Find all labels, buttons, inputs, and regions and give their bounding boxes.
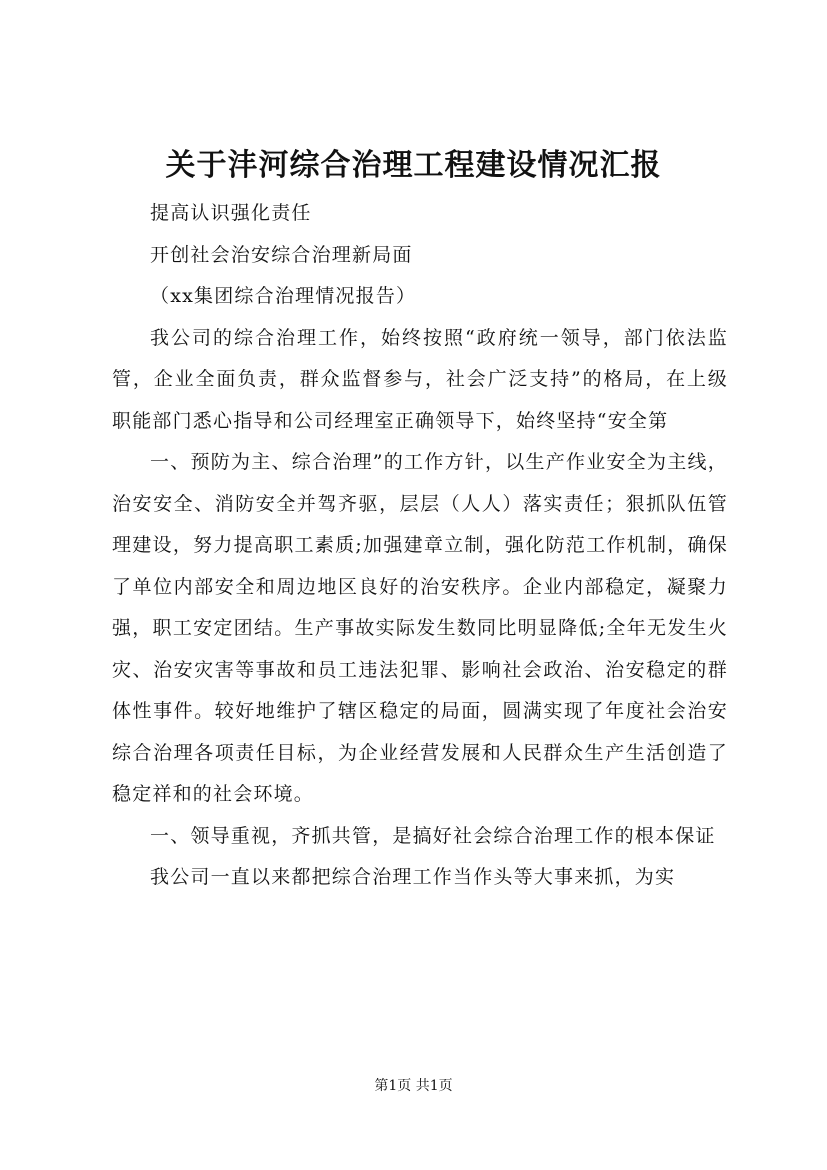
subtitle-line-1: 提高认识强化责任 bbox=[150, 202, 312, 224]
section-heading-1: 一、领导重视，齐抓共管，是搞好社会综合治理工作的根本保证 bbox=[150, 824, 716, 847]
page-footer: 第1页 共1页 bbox=[374, 1078, 453, 1094]
subtitle-line-2: 开创社会治安综合治理新局面 bbox=[150, 243, 413, 266]
body-paragraph-1: 我公司的综合治理工作，始终按照“政府统一领导，部门依法监管，企业全面负责，群众监督参与，社会广泛支持”的格局，在上级职能部门悉心指导和公司经理室正确领导下，始终坚持“安全第 bbox=[112, 326, 728, 432]
subtitle-line-3: （xx集团综合治理情况报告） bbox=[150, 285, 417, 307]
document-body bbox=[112, 193, 728, 899]
body-paragraph-2: 一、预防为主、综合治理”的工作方针，以生产作业安全为主线，治安安全、消防安全并驾齐驱，层层（人人）落实责任；狠抓队伍管理建设，努力提高职工素质;加强建章立制，强化防范工作机制，确保了单位内部安全和周边地区良好的治安秩序。企业内部稳定，凝聚力强，职工安定团结。生产事故实际发生数同比明显降低;全年无发生火灾、治安灾害等事故和员工违法犯罪、影响社会政治、治安稳定的群体性事件。较好地维护了辖区稳定的局面，圆满实现了年度社会治安综合治理各项责任目标，为企业经营发展和人民群众生产生活创造了稳定祥和的社会环境。 bbox=[112, 451, 728, 805]
document-title: 关于沣河综合治理工程建设情况汇报 bbox=[165, 148, 662, 183]
body-paragraph-3: 我公司一直以来都把综合治理工作当作头等大事来抓，为实 bbox=[150, 866, 676, 888]
